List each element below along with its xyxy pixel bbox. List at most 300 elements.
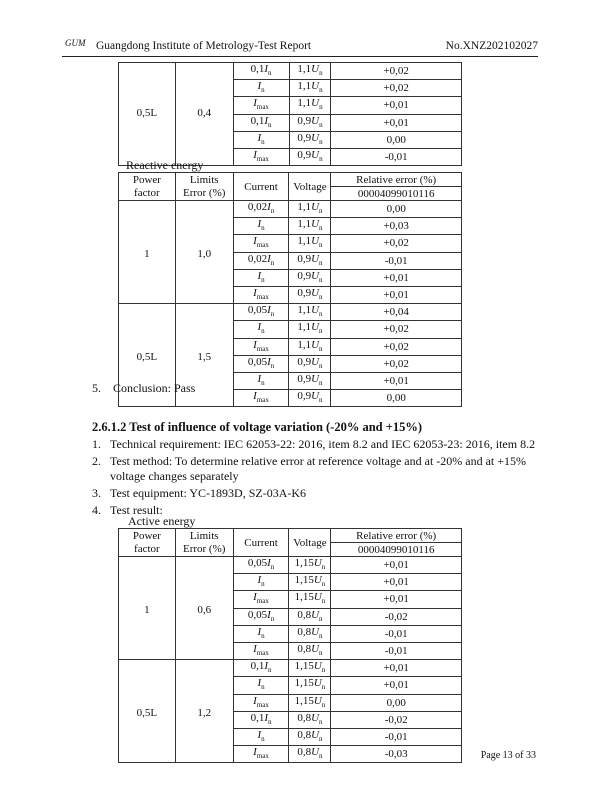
voltage-cell-value: 0,9U (297, 286, 320, 299)
current-cell (233, 114, 289, 131)
relative-error-cell: +0,01 (331, 286, 462, 303)
current-cell-value: I (253, 97, 257, 110)
limits-cell (175, 321, 233, 338)
power-factor-cell (119, 660, 176, 677)
voltage-cell (289, 728, 331, 745)
test-items-list (92, 437, 536, 518)
voltage-cell (289, 235, 331, 252)
table-header-row (119, 173, 462, 187)
current-cell-subscript: n (270, 207, 275, 216)
power-factor-cell: 0,5L (119, 105, 176, 122)
relative-error-cell: 0,00 (331, 131, 462, 148)
voltage-cell-subscript: n (321, 580, 326, 589)
voltage-cell-subscript: n (319, 379, 323, 388)
voltage-cell-value: 1,1U (297, 321, 320, 334)
power-factor-cell (119, 269, 176, 286)
table-row (119, 97, 462, 114)
current-cell-value: 0,1I (250, 711, 268, 724)
current-cell-value: 0,05I (247, 608, 271, 621)
relative-error-cell: 0,00 (331, 694, 462, 711)
table-row (119, 746, 462, 763)
table-row (119, 80, 462, 97)
current-cell (233, 642, 289, 659)
list-item-text: Technical requirement: IEC 62053-22: 2016, item 8.2 and IEC 62053-23: 2016, item 8.2 (110, 437, 536, 451)
voltage-cell-value: 0,9U (297, 114, 320, 127)
voltage-cell-value: 0,8U (297, 711, 320, 724)
power-factor-cell (119, 642, 176, 659)
list-item (92, 454, 527, 469)
voltage-cell (289, 591, 331, 608)
current-cell (233, 372, 289, 389)
voltage-cell-subscript: n (319, 344, 323, 353)
list-item-text: Test equipment: YC-1893D, SZ-03A-K6 (110, 486, 307, 500)
voltage-cell (289, 321, 331, 338)
limits-cell (175, 625, 233, 642)
power-factor-cell (119, 746, 176, 763)
current-cell (233, 201, 289, 218)
list-item-continuation: voltage changes separately (110, 469, 239, 483)
power-factor-cell: 1 (119, 599, 176, 616)
voltage-cell (289, 201, 331, 218)
relative-error-cell: +0,01 (331, 372, 462, 389)
header-limits: Limits (175, 529, 233, 543)
active-energy-table (118, 528, 462, 763)
relative-error-cell: +0,02 (331, 321, 462, 338)
limits-cell (175, 218, 233, 235)
relative-error-cell: +0,02 (331, 63, 462, 80)
current-cell-value: I (257, 677, 262, 690)
table-row (119, 625, 462, 642)
current-cell (233, 625, 289, 642)
current-cell-value: I (253, 694, 257, 707)
current-cell-value: I (257, 574, 262, 587)
current-cell (233, 728, 289, 745)
table-row (119, 694, 462, 711)
current-cell (233, 746, 289, 763)
voltage-cell (289, 148, 331, 165)
list-item (92, 486, 307, 501)
voltage-cell-subscript: n (319, 86, 323, 95)
current-cell-value: I (253, 235, 257, 248)
power-factor-cell (119, 131, 176, 148)
list-item-number: 3. (92, 486, 101, 500)
power-factor-cell (119, 63, 176, 80)
current-cell-subscript: n (261, 580, 265, 589)
relative-error-cell: +0,02 (331, 80, 462, 97)
current-cell-subscript: max (256, 103, 269, 112)
current-cell-value: I (257, 269, 262, 282)
relative-error-cell: +0,01 (331, 114, 462, 131)
current-cell-value: I (253, 148, 257, 161)
voltage-cell-subscript: n (319, 631, 323, 640)
current-cell (233, 80, 289, 97)
voltage-cell-value: 0,9U (297, 355, 320, 368)
header-power: Power (119, 173, 176, 187)
limits-cell (175, 557, 233, 574)
voltage-cell (289, 608, 331, 625)
current-cell-value: 0,05I (247, 355, 271, 368)
header-error: Error (%) (175, 187, 233, 201)
current-cell (233, 321, 289, 338)
voltage-cell-value: 1,15U (294, 591, 322, 604)
header-current: Current (233, 173, 289, 201)
power-factor-cell: 1 (119, 243, 176, 260)
limits-cell (175, 574, 233, 591)
current-cell (233, 677, 289, 694)
voltage-cell-subscript: n (319, 735, 323, 744)
table-row (119, 728, 462, 745)
current-cell (233, 252, 289, 269)
current-cell (233, 574, 289, 591)
voltage-cell-value: 0,9U (297, 252, 320, 265)
list-item-number: 1. (92, 437, 101, 451)
table-row (119, 286, 462, 303)
power-factor-cell (119, 218, 176, 235)
current-cell (233, 131, 289, 148)
current-cell (233, 269, 289, 286)
power-factor-cell (119, 304, 176, 321)
current-cell-subscript: n (261, 631, 265, 640)
current-cell-subscript: max (256, 700, 269, 709)
table-row (119, 321, 462, 338)
relative-error-cell: -0,01 (331, 148, 462, 165)
report-header (62, 38, 538, 57)
limits-cell (175, 642, 233, 659)
voltage-cell-subscript: n (321, 597, 326, 606)
limits-cell (175, 728, 233, 745)
power-factor-cell (119, 321, 176, 338)
voltage-cell-value: 1,15U (294, 660, 322, 673)
voltage-cell-subscript: n (319, 361, 323, 370)
header-factor: factor (119, 543, 176, 557)
current-cell (233, 63, 289, 80)
current-cell (233, 660, 289, 677)
voltage-cell (289, 694, 331, 711)
voltage-cell (289, 269, 331, 286)
current-cell-value: 0,05I (247, 557, 271, 569)
voltage-cell (289, 711, 331, 728)
voltage-cell (289, 97, 331, 114)
power-factor-cell (119, 201, 176, 218)
limits-cell: 1,5 (175, 346, 233, 363)
voltage-cell-subscript: n (319, 752, 323, 761)
voltage-cell-subscript: n (319, 241, 323, 250)
current-cell-value: I (253, 642, 257, 655)
voltage-cell (289, 63, 331, 80)
relative-error-cell: +0,02 (331, 355, 462, 372)
table-row (119, 235, 462, 252)
current-cell (233, 97, 289, 114)
current-cell-subscript: n (268, 69, 272, 78)
current-cell (233, 355, 289, 372)
limits-cell (175, 131, 233, 148)
current-cell-subscript: max (256, 293, 269, 302)
voltage-cell-value: 0,8U (297, 608, 320, 621)
current-cell-value: I (257, 131, 262, 144)
relative-error-cell: -0,01 (331, 642, 462, 659)
voltage-cell (289, 625, 331, 642)
voltage-cell-subscript: n (321, 563, 326, 572)
power-factor-cell (119, 677, 176, 694)
voltage-cell-value: 1,1U (297, 338, 320, 351)
voltage-cell-subscript: n (319, 327, 323, 336)
power-factor-cell (119, 80, 176, 97)
relative-error-cell: -0,02 (331, 608, 462, 625)
voltage-cell-value: 1,15U (294, 574, 322, 587)
active-energy-caption: Active energy (128, 514, 196, 528)
current-cell-subscript: n (270, 258, 275, 267)
current-cell (233, 304, 289, 321)
voltage-cell-value: 0,9U (297, 148, 320, 161)
voltage-cell-value: 0,9U (297, 390, 320, 403)
voltage-cell (289, 304, 331, 321)
relative-error-cell: -0,01 (331, 625, 462, 642)
voltage-cell (289, 218, 331, 235)
limits-cell (175, 269, 233, 286)
current-cell-subscript: n (268, 666, 272, 675)
current-cell-subscript: n (270, 563, 275, 572)
relative-error-cell: +0,01 (331, 557, 462, 574)
table-row (119, 201, 462, 218)
header-voltage: Voltage (289, 529, 331, 557)
current-cell (233, 557, 289, 574)
list-item-number: 2. (92, 454, 101, 468)
table-row (119, 63, 462, 80)
relative-error-cell: 0,00 (331, 390, 462, 407)
current-cell-value: 0,1I (250, 660, 268, 673)
table-row (119, 131, 462, 148)
voltage-cell (289, 80, 331, 97)
report-title: Guangdong Institute of Metrology-Test Report (96, 40, 312, 52)
voltage-cell-value: 1,15U (294, 694, 322, 707)
current-cell (233, 608, 289, 625)
header-power: Power (119, 529, 176, 543)
voltage-cell-subscript: n (321, 666, 326, 675)
voltage-cell-value: 0,9U (297, 131, 320, 144)
voltage-cell (289, 746, 331, 763)
voltage-cell (289, 114, 331, 131)
limits-cell: 0,4 (175, 105, 233, 122)
report-number: No.XNZ202102027 (445, 40, 538, 52)
voltage-cell-subscript: n (319, 614, 323, 623)
current-cell-subscript: n (261, 735, 265, 744)
current-cell-subscript: n (268, 120, 272, 129)
current-cell-subscript: max (256, 396, 269, 405)
current-cell-value: I (257, 372, 262, 385)
voltage-cell-value: 1,15U (294, 677, 322, 690)
header-limits: Limits (175, 173, 233, 187)
current-cell-subscript: n (261, 327, 265, 336)
current-cell-value: 0,05I (247, 304, 271, 317)
reactive-energy-caption: Reactive energy (126, 158, 204, 172)
voltage-cell-subscript: n (319, 207, 323, 216)
voltage-cell-value: 0,8U (297, 642, 320, 655)
voltage-cell-subscript: n (319, 137, 323, 146)
current-cell (233, 694, 289, 711)
voltage-cell-value: 0,9U (297, 269, 320, 282)
current-cell (233, 390, 289, 407)
list-item-number: 4. (92, 503, 101, 517)
voltage-cell-subscript: n (319, 258, 323, 267)
voltage-cell (289, 660, 331, 677)
limits-cell: 0,6 (175, 599, 233, 616)
table-row (119, 574, 462, 591)
table-row (119, 304, 462, 321)
current-cell-value: I (253, 286, 257, 299)
relative-error-cell: +0,01 (331, 660, 462, 677)
voltage-cell-value: 1,15U (294, 557, 322, 569)
current-cell-subscript: max (256, 344, 269, 353)
current-cell-subscript: n (261, 224, 265, 233)
voltage-cell (289, 372, 331, 389)
current-cell (233, 148, 289, 165)
current-cell (233, 711, 289, 728)
limits-cell (175, 660, 233, 677)
current-cell-subscript: max (256, 241, 269, 250)
current-cell-subscript: n (261, 683, 265, 692)
header-voltage: Voltage (289, 173, 331, 201)
conclusion-number: 5. (92, 381, 101, 395)
voltage-cell (289, 390, 331, 407)
relative-error-cell: +0,01 (331, 677, 462, 694)
relative-error-cell: +0,02 (331, 235, 462, 252)
table-row (119, 642, 462, 659)
voltage-cell (289, 338, 331, 355)
reactive-energy-table (118, 172, 462, 407)
header-serial: 00004099010116 (331, 543, 462, 557)
relative-error-cell: -0,03 (331, 746, 462, 763)
voltage-cell-value: 1,1U (297, 201, 320, 213)
current-cell-value: 0,1I (250, 63, 269, 75)
voltage-cell-subscript: n (319, 69, 323, 78)
institute-logo: GUM (65, 38, 86, 48)
current-cell-value: I (257, 321, 262, 334)
relative-error-cell: +0,01 (331, 269, 462, 286)
limits-cell (175, 63, 233, 80)
voltage-cell (289, 574, 331, 591)
table-row (119, 557, 462, 574)
current-cell-value: I (257, 625, 262, 638)
current-cell-value: I (257, 218, 262, 231)
header-serial: 00004099010116 (331, 187, 462, 201)
current-cell-subscript: n (270, 614, 275, 623)
table-row (119, 269, 462, 286)
table-row (119, 218, 462, 235)
current-cell-subscript: n (261, 86, 265, 95)
header-relative-error: Relative error (%) (331, 173, 462, 187)
voltage-cell-subscript: n (319, 275, 323, 284)
voltage-cell-subscript: n (319, 396, 323, 405)
current-cell-subscript: max (256, 597, 269, 606)
power-factor-cell: 0,5L (119, 702, 176, 719)
voltage-cell-subscript: n (321, 683, 326, 692)
voltage-cell (289, 131, 331, 148)
conclusion-text: Conclusion: Pass (113, 381, 196, 395)
voltage-cell-value: 0,8U (297, 728, 320, 741)
current-cell (233, 591, 289, 608)
page-number: Page 13 of 33 (480, 750, 536, 761)
voltage-cell-subscript: n (321, 700, 326, 709)
voltage-cell-subscript: n (319, 293, 323, 302)
list-item (92, 437, 536, 452)
list-item-text: Test result: (110, 503, 163, 517)
current-cell (233, 286, 289, 303)
current-cell-subscript: n (261, 137, 265, 146)
limits-cell (175, 304, 233, 321)
limits-cell (175, 80, 233, 97)
voltage-cell-subscript: n (319, 155, 323, 164)
current-cell-value: I (257, 728, 262, 741)
limits-cell (175, 677, 233, 694)
relative-error-cell: +0,01 (331, 97, 462, 114)
voltage-cell-subscript: n (319, 120, 323, 129)
current-cell-subscript: max (256, 649, 269, 658)
list-item-text: Test method: To determine relative error at reference voltage and at -20% and at +15% (110, 454, 527, 468)
voltage-cell-subscript: n (319, 224, 323, 233)
limits-cell: 1,2 (175, 702, 233, 719)
voltage-cell-value: 1,1U (297, 80, 320, 93)
conclusion-line (92, 381, 195, 396)
table-row (119, 677, 462, 694)
voltage-cell (289, 642, 331, 659)
current-cell-subscript: n (270, 310, 275, 319)
relative-error-cell: -0,02 (331, 711, 462, 728)
voltage-cell-value: 1,1U (297, 63, 320, 75)
limits-cell (175, 746, 233, 763)
header-current: Current (233, 529, 289, 557)
current-cell (233, 218, 289, 235)
relative-error-cell: +0,03 (331, 218, 462, 235)
voltage-cell-value: 0,9U (297, 372, 320, 385)
current-cell-value: 0,02I (247, 252, 271, 265)
voltage-cell (289, 252, 331, 269)
relative-error-cell: +0,01 (331, 574, 462, 591)
continued-results-table (118, 62, 462, 166)
power-factor-cell (119, 574, 176, 591)
current-cell-subscript: n (261, 379, 265, 388)
voltage-cell-value: 1,1U (297, 235, 320, 248)
current-cell-value: 0,1I (250, 114, 269, 127)
header-relative-error: Relative error (%) (331, 529, 462, 543)
power-factor-cell (119, 286, 176, 303)
voltage-cell (289, 677, 331, 694)
voltage-cell-subscript: n (319, 310, 323, 319)
section-heading: 2.6.1.2 Test of influence of voltage variation (-20% and +15%) (92, 420, 423, 434)
relative-error-cell: +0,01 (331, 591, 462, 608)
voltage-cell-subscript: n (319, 717, 323, 726)
current-cell-value: I (253, 591, 257, 604)
relative-error-cell: +0,02 (331, 338, 462, 355)
current-cell (233, 235, 289, 252)
power-factor-cell: 0,5L (119, 346, 176, 363)
voltage-cell (289, 286, 331, 303)
current-cell-value: I (253, 746, 257, 759)
voltage-cell-subscript: n (319, 103, 323, 112)
current-cell-value: I (253, 390, 257, 403)
voltage-cell-value: 1,1U (297, 304, 320, 317)
current-cell-subscript: n (261, 275, 265, 284)
voltage-cell-value: 1,1U (297, 218, 320, 231)
header-factor: factor (119, 187, 176, 201)
header-error: Error (%) (175, 543, 233, 557)
limits-cell (175, 201, 233, 218)
table-row (119, 338, 462, 355)
limits-cell: 1,0 (175, 243, 233, 260)
table-row (119, 660, 462, 677)
relative-error-cell: -0,01 (331, 728, 462, 745)
relative-error-cell: -0,01 (331, 252, 462, 269)
current-cell (233, 338, 289, 355)
